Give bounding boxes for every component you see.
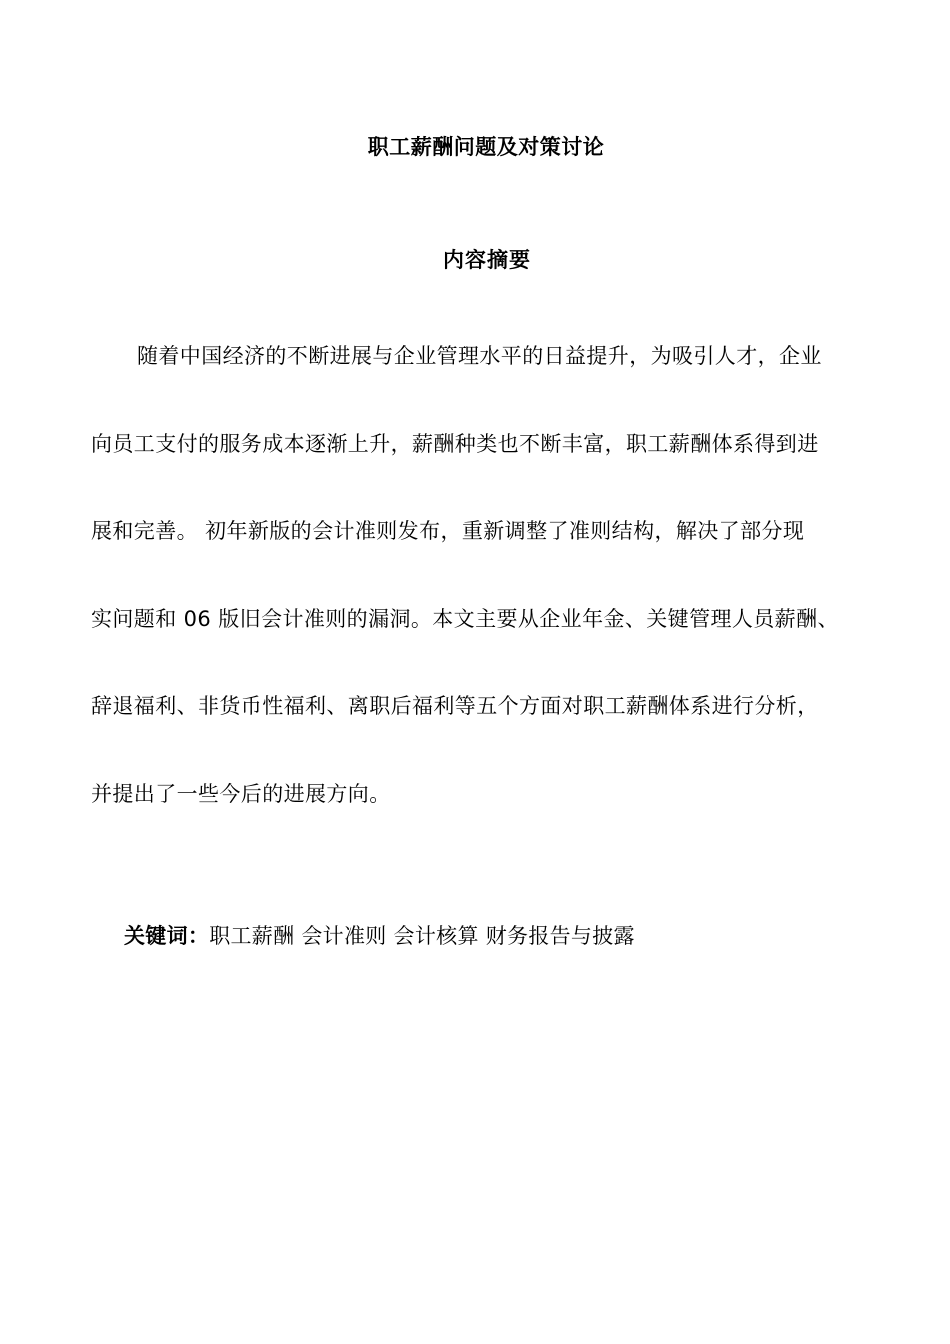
abstract-line: 并提出了一些今后的进展方向。: [91, 781, 391, 806]
keywords-list: 职工薪酬 会计准则 会计核算 财务报告与披露: [209, 924, 635, 948]
abstract-line: 辞退福利、非货币性福利、离职后福利等五个方面对职工薪酬体系进行分析，: [91, 694, 819, 718]
abstract-line: 实问题和 06 版旧会计准则的漏洞。本文主要从企业年金、关键管理人员薪酬、: [91, 606, 839, 631]
abstract-line: 随着中国经济的不断进展与企业管理水平的日益提升，为吸引人才，企业: [137, 344, 822, 368]
abstract-line: 展和完善。 初年新版的会计准则发布，重新调整了准则结构，解决了部分现: [91, 519, 805, 543]
abstract-body: [91, 340, 881, 865]
keywords-line: [124, 920, 635, 952]
keywords-label: 关键词：: [124, 924, 210, 948]
abstract-line: 向员工支付的服务成本逐渐上升，薪酬种类也不断丰富，职工薪酬体系得到进: [91, 431, 819, 456]
document-title: 职工薪酬问题及对策讨论: [367, 135, 605, 159]
abstract-heading: 内容摘要: [443, 248, 531, 272]
